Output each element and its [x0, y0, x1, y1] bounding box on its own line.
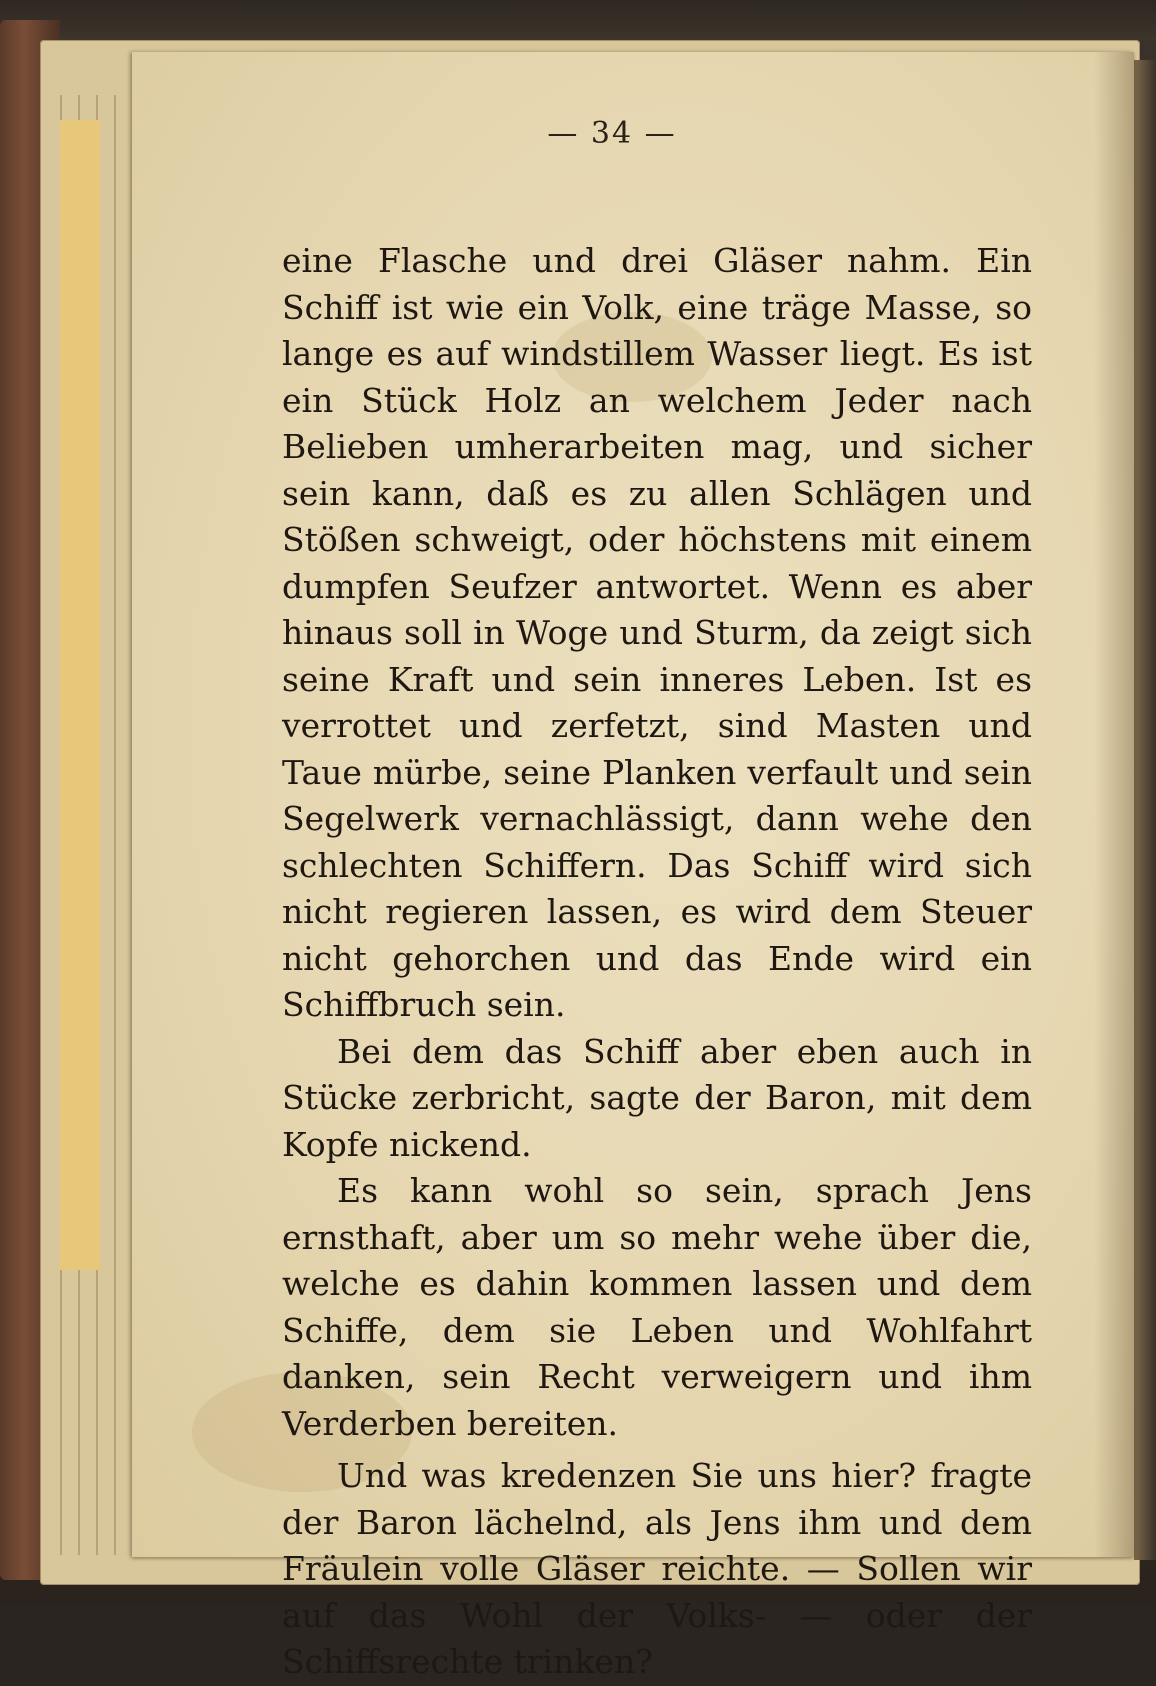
body-text	[282, 238, 1032, 1686]
book-cover-top	[0, 0, 1156, 40]
page-edge-line	[114, 95, 116, 1555]
paragraph: Es kann wohl so sein, sprach Jens ernsthaft, aber um so mehr wehe über die, welche es dahin kommen lassen und dem Schiffe, dem sie Leben und Wohlfahrt danken, sein Recht verweigern und ihm Verderben bereiten.	[282, 1171, 1032, 1443]
paragraph: Und was kredenzen Sie uns hier? fragte der Baron lächelnd, als Jens ihm und dem Fräulein volle Gläser reichte. — Sollen wir auf das Wohl der Volks- — oder der Schiffsrechte trinken?	[282, 1456, 1032, 1681]
paragraph: Bei dem das Schiff aber eben auch in Stücke zerbricht, sagte der Baron, mit dem Kopfe nickend.	[282, 1031, 1032, 1164]
page-number: — 34 —	[547, 116, 677, 151]
book-spine	[1134, 60, 1156, 1560]
page-gutter-shadow	[1094, 52, 1134, 1557]
inserted-slip	[60, 120, 100, 1270]
book-page	[132, 52, 1134, 1681]
paragraph: eine Flasche und drei Gläser nahm. Ein Schiff ist wie ein Volk, eine träge Masse, so lange es auf windstillem Wasser liegt. Es ist ein Stück Holz an welchem Jeder nach Belieben umherarbeiten mag, und sicher sein kann, daß es zu allen Schlägen und Stößen schweigt, oder höchstens mit einem dumpfen Seufzer antwortet. Wenn es aber hinaus soll in Woge und Sturm, da zeigt sich seine Kraft und sein inneres Leben. Ist es verrottet und zerfetzt, sind Masten und Taue mürbe, seine Planken verfault und sein Segelwerk vernachlässigt, dann wehe den schlechten Schiffern. Das Schiff wird sich nicht regieren lassen, es wird dem Steuer nicht gehorchen und das Ende wird ein Schiffbruch sein.	[282, 241, 1032, 1024]
